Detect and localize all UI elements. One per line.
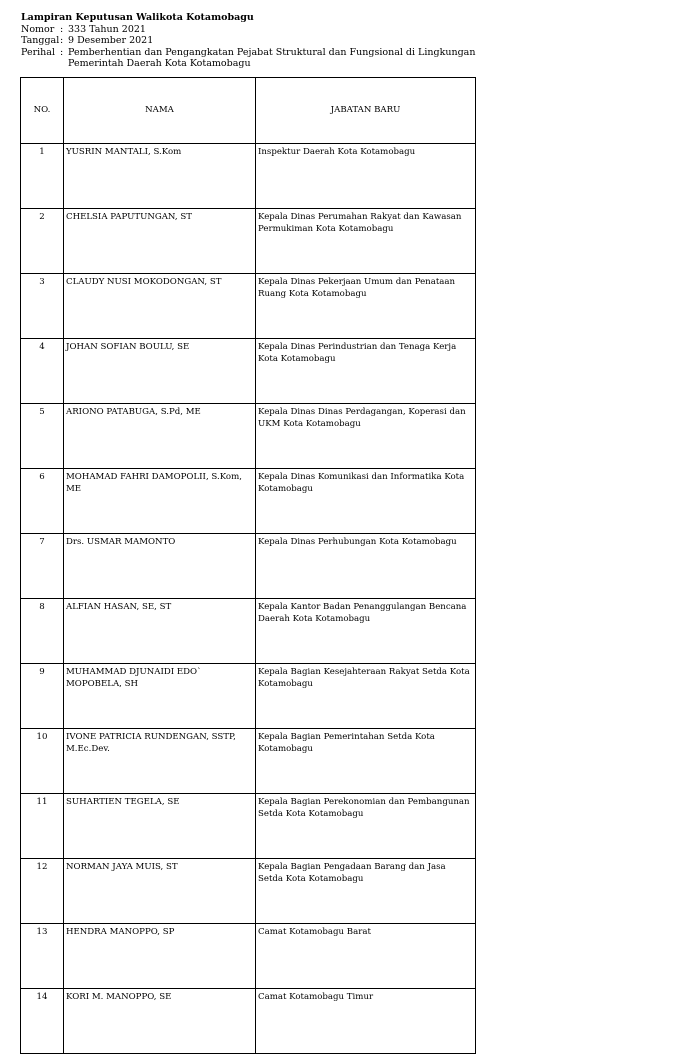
tanggal-label: Tanggal bbox=[21, 35, 60, 46]
row-name: SUHARTIEN TEGELA, SE bbox=[64, 794, 256, 859]
row-number: 5 bbox=[21, 404, 64, 469]
table-row bbox=[21, 794, 476, 859]
table-row bbox=[21, 274, 476, 339]
table-row bbox=[21, 924, 476, 989]
tanggal-value: 9 Desember 2021 bbox=[68, 35, 154, 46]
row-name: ALFIAN HASAN, SE, ST bbox=[64, 599, 256, 664]
row-number: 4 bbox=[21, 339, 64, 404]
row-position: Camat Kotamobagu Timur bbox=[256, 989, 476, 1054]
row-number: 13 bbox=[21, 924, 64, 989]
tanggal-row bbox=[21, 35, 481, 47]
row-name: HENDRA MANOPPO, SP bbox=[64, 924, 256, 989]
table-row bbox=[21, 404, 476, 469]
table-row bbox=[21, 664, 476, 729]
document-title: Lampiran Keputusan Walikota Kotamobagu bbox=[21, 12, 254, 23]
perihal-label: Perihal bbox=[21, 46, 55, 58]
row-position: Kepala Dinas Pekerjaan Umum dan Penataan Ruang Kota Kotamobagu bbox=[256, 274, 476, 339]
row-number: 12 bbox=[21, 859, 64, 924]
appointment-table bbox=[20, 77, 476, 1054]
table-row bbox=[21, 729, 476, 794]
row-number: 1 bbox=[21, 144, 64, 209]
column-header-no: NO. bbox=[21, 78, 64, 144]
row-number: 14 bbox=[21, 989, 64, 1054]
table-header-row bbox=[21, 78, 476, 144]
row-number: 8 bbox=[21, 599, 64, 664]
row-position: Kepala Kantor Badan Penanggulangan Bencana Daerah Kota Kotamobagu bbox=[256, 599, 476, 664]
table-row bbox=[21, 534, 476, 599]
row-position: Kepala Dinas Komunikasi dan Informatika Kota Kotamobagu bbox=[256, 469, 476, 534]
table-row bbox=[21, 209, 476, 274]
row-position: Kepala Dinas Perumahan Rakyat dan Kawasan Permukiman Kota Kotamobagu bbox=[256, 209, 476, 274]
row-position: Inspektur Daerah Kota Kotamobagu bbox=[256, 144, 476, 209]
nomor-label: Nomor bbox=[21, 23, 55, 35]
table-row bbox=[21, 859, 476, 924]
row-name: NORMAN JAYA MUIS, ST bbox=[64, 859, 256, 924]
row-name: IVONE PATRICIA RUNDENGAN, SSTP, M.Ec.Dev. bbox=[64, 729, 256, 794]
row-number: 7 bbox=[21, 534, 64, 599]
table-body bbox=[21, 144, 476, 1054]
table-row bbox=[21, 339, 476, 404]
perihal-value: Pemberhentian dan Pengangkatan Pejabat Struktural dan Fungsional di Lingkungan Pemerintah Daerah Kota Kotamobagu bbox=[68, 46, 476, 69]
row-position: Camat Kotamobagu Barat bbox=[256, 924, 476, 989]
row-name: CLAUDY NUSI MOKODONGAN, ST bbox=[64, 274, 256, 339]
row-position: Kepala Bagian Pengadaan Barang dan Jasa Setda Kota Kotamobagu bbox=[256, 859, 476, 924]
row-name: CHELSIA PAPUTUNGAN, ST bbox=[64, 209, 256, 274]
row-name: MUHAMMAD DJUNAIDI EDO` MOPOBELA, SH bbox=[64, 664, 256, 729]
row-number: 6 bbox=[21, 469, 64, 534]
row-position: Kepala Bagian Pemerintahan Setda Kota Kotamobagu bbox=[256, 729, 476, 794]
row-position: Kepala Dinas Perindustrian dan Tenaga Kerja Kota Kotamobagu bbox=[256, 339, 476, 404]
row-name: YUSRIN MANTALI, S.Kom bbox=[64, 144, 256, 209]
row-position: Kepala Dinas Perhubungan Kota Kotamobagu bbox=[256, 534, 476, 599]
nomor-value: 333 Tahun 2021 bbox=[68, 23, 146, 35]
table-row bbox=[21, 989, 476, 1054]
tanggal-colon: : bbox=[60, 35, 64, 46]
row-number: 3 bbox=[21, 274, 64, 339]
row-name: Drs. USMAR MAMONTO bbox=[64, 534, 256, 599]
nomor-row bbox=[21, 24, 481, 36]
row-name: MOHAMAD FAHRI DAMOPOLII, S.Kom, ME bbox=[64, 469, 256, 534]
perihal-colon: : bbox=[60, 46, 64, 58]
table-row bbox=[21, 599, 476, 664]
row-number: 2 bbox=[21, 209, 64, 274]
row-name: JOHAN SOFIAN BOULU, SE bbox=[64, 339, 256, 404]
nomor-colon: : bbox=[60, 23, 64, 35]
row-number: 11 bbox=[21, 794, 64, 859]
row-name: KORI M. MANOPPO, SE bbox=[64, 989, 256, 1054]
row-position: Kepala Bagian Kesejahteraan Rakyat Setda Kota Kotamobagu bbox=[256, 664, 476, 729]
document-header bbox=[21, 12, 481, 70]
column-header-jabatan: JABATAN BARU bbox=[256, 78, 476, 144]
table-row bbox=[21, 469, 476, 534]
row-number: 10 bbox=[21, 729, 64, 794]
perihal-row bbox=[21, 47, 481, 70]
column-header-nama: NAMA bbox=[64, 78, 256, 144]
row-name: ARIONO PATABUGA, S.Pd, ME bbox=[64, 404, 256, 469]
row-position: Kepala Bagian Perekonomian dan Pembangunan Setda Kota Kotamobagu bbox=[256, 794, 476, 859]
table-row bbox=[21, 144, 476, 209]
row-number: 9 bbox=[21, 664, 64, 729]
row-position: Kepala Dinas Dinas Perdagangan, Koperasi dan UKM Kota Kotamobagu bbox=[256, 404, 476, 469]
